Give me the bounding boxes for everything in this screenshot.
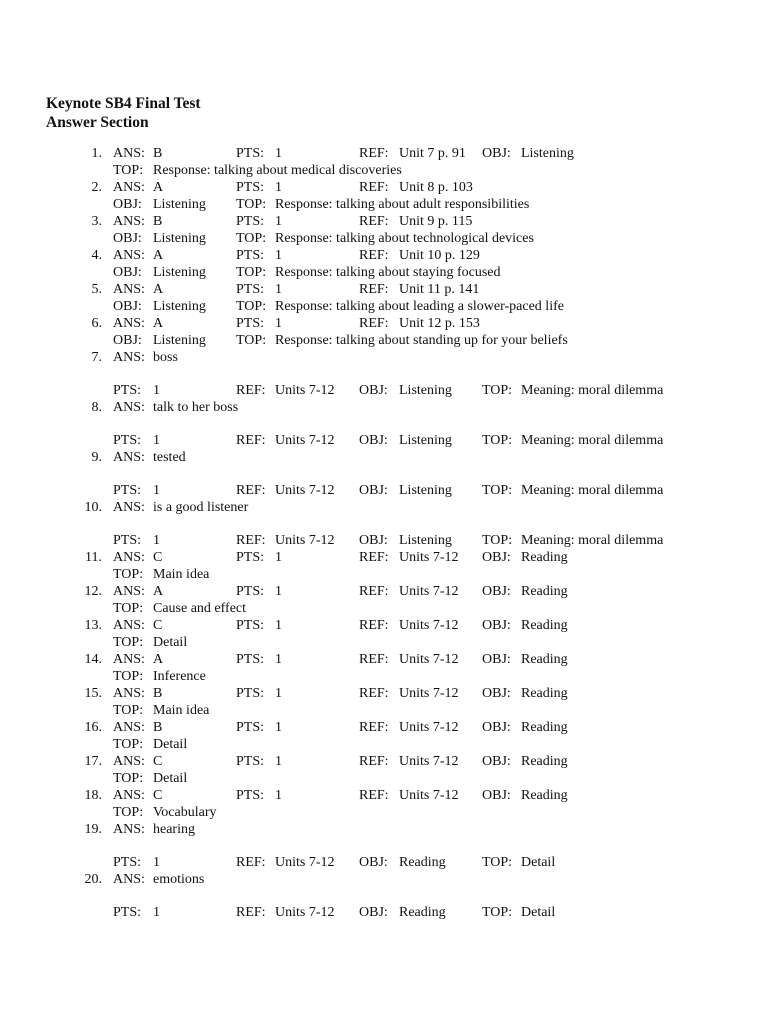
field-label: ANS: xyxy=(113,788,145,803)
answer-line xyxy=(0,315,768,332)
field-value: 1 xyxy=(153,483,160,498)
field-value: A xyxy=(153,316,164,331)
answer-line xyxy=(0,179,768,196)
answer-line xyxy=(0,854,768,871)
line-spacer xyxy=(0,366,768,382)
answer-item xyxy=(0,213,768,247)
field-value: 1 xyxy=(275,282,282,297)
item-number: 4. xyxy=(91,248,102,263)
field-label: OBJ: xyxy=(113,197,142,212)
answer-item xyxy=(0,449,768,499)
field-label: TOP: xyxy=(113,771,144,786)
item-number: 18. xyxy=(84,788,102,803)
field-value: Cause and effect xyxy=(153,601,247,616)
field-value: Reading xyxy=(521,618,568,633)
field-label: OBJ: xyxy=(482,618,511,633)
answer-line xyxy=(0,499,768,516)
answer-item xyxy=(0,349,768,399)
field-value: Units 7-12 xyxy=(275,433,335,448)
answer-line xyxy=(0,399,768,416)
answer-line xyxy=(0,871,768,888)
field-label: ANS: xyxy=(113,550,145,565)
field-label: PTS: xyxy=(236,788,265,803)
field-label: REF: xyxy=(359,214,389,229)
field-label: TOP: xyxy=(113,703,144,718)
field-label: PTS: xyxy=(236,180,265,195)
field-value: 1 xyxy=(275,550,282,565)
field-label: ANS: xyxy=(113,822,145,837)
field-value: Response: talking about staying focused xyxy=(275,265,501,280)
field-label: REF: xyxy=(236,533,266,548)
field-label: PTS: xyxy=(113,433,142,448)
field-value: Response: talking about technological devices xyxy=(275,231,534,246)
answer-line xyxy=(0,719,768,736)
answer-item xyxy=(0,179,768,213)
field-label: OBJ: xyxy=(482,652,511,667)
field-label: REF: xyxy=(359,788,389,803)
answer-item xyxy=(0,651,768,685)
field-label: ANS: xyxy=(113,720,145,735)
field-value: 1 xyxy=(275,214,282,229)
field-label: ANS: xyxy=(113,584,145,599)
field-value: Reading xyxy=(399,905,446,920)
field-label: REF: xyxy=(359,584,389,599)
field-label: REF: xyxy=(359,618,389,633)
field-label: ANS: xyxy=(113,214,145,229)
field-label: PTS: xyxy=(236,584,265,599)
item-number: 6. xyxy=(91,316,102,331)
answer-line xyxy=(0,583,768,600)
answer-item xyxy=(0,753,768,787)
field-value: Reading xyxy=(399,855,446,870)
field-value: Detail xyxy=(153,635,188,650)
item-number: 8. xyxy=(91,400,102,415)
field-value: 1 xyxy=(275,180,282,195)
field-value: Listening xyxy=(399,483,452,498)
document-title: Keynote SB4 Final Test xyxy=(46,95,201,112)
answer-item xyxy=(0,549,768,583)
field-label: OBJ: xyxy=(113,299,142,314)
field-value: Unit 9 p. 115 xyxy=(399,214,473,229)
field-label: ANS: xyxy=(113,652,145,667)
answer-line xyxy=(0,566,768,583)
field-value: 1 xyxy=(275,146,282,161)
item-number: 7. xyxy=(91,350,102,365)
field-label: PTS: xyxy=(236,316,265,331)
field-value: 1 xyxy=(275,686,282,701)
field-value: A xyxy=(153,248,164,263)
field-label: PTS: xyxy=(236,282,265,297)
answer-item xyxy=(0,617,768,651)
field-label: PTS: xyxy=(236,686,265,701)
answer-line xyxy=(0,247,768,264)
field-value: 1 xyxy=(275,652,282,667)
field-label: REF: xyxy=(359,652,389,667)
item-number: 5. xyxy=(91,282,102,297)
field-label: ANS: xyxy=(113,686,145,701)
field-value: 1 xyxy=(275,618,282,633)
field-value: B xyxy=(153,214,163,229)
field-label: PTS: xyxy=(236,146,265,161)
field-value: Units 7-12 xyxy=(399,720,459,735)
answer-item xyxy=(0,399,768,449)
field-value: Listening xyxy=(399,383,452,398)
answer-line xyxy=(0,532,768,549)
field-label: REF: xyxy=(359,754,389,769)
field-label: PTS: xyxy=(236,248,265,263)
field-value: A xyxy=(153,584,164,599)
field-value: boss xyxy=(153,350,178,365)
field-value: Units 7-12 xyxy=(275,483,335,498)
answer-line xyxy=(0,349,768,366)
answer-line xyxy=(0,145,768,162)
field-label: TOP: xyxy=(113,163,144,178)
answer-item xyxy=(0,821,768,871)
item-number: 9. xyxy=(91,450,102,465)
answer-line xyxy=(0,298,768,315)
field-label: OBJ: xyxy=(482,788,511,803)
field-value: Unit 11 p. 141 xyxy=(399,282,480,297)
field-label: TOP: xyxy=(482,383,513,398)
item-number: 11. xyxy=(85,550,102,565)
field-label: PTS: xyxy=(113,855,142,870)
field-value: C xyxy=(153,754,163,769)
field-label: ANS: xyxy=(113,180,145,195)
field-label: OBJ: xyxy=(359,533,388,548)
field-value: Units 7-12 xyxy=(275,855,335,870)
field-value: Meaning: moral dilemma xyxy=(521,433,664,448)
field-value: Response: talking about standing up for your beliefs xyxy=(275,333,568,348)
line-spacer xyxy=(0,888,768,904)
answer-line xyxy=(0,685,768,702)
answer-line xyxy=(0,162,768,179)
answer-line xyxy=(0,668,768,685)
field-label: ANS: xyxy=(113,350,145,365)
field-label: PTS: xyxy=(236,652,265,667)
field-label: TOP: xyxy=(236,333,267,348)
answer-line xyxy=(0,213,768,230)
answer-line xyxy=(0,332,768,349)
field-value: Response: talking about leading a slower-paced life xyxy=(275,299,564,314)
item-number: 13. xyxy=(84,618,102,633)
field-label: TOP: xyxy=(236,231,267,246)
answer-line xyxy=(0,264,768,281)
answer-line xyxy=(0,753,768,770)
field-value: Meaning: moral dilemma xyxy=(521,483,664,498)
field-label: OBJ: xyxy=(113,265,142,280)
field-label: OBJ: xyxy=(482,146,511,161)
field-label: PTS: xyxy=(236,550,265,565)
field-label: PTS: xyxy=(113,905,142,920)
field-label: TOP: xyxy=(482,483,513,498)
field-label: OBJ: xyxy=(359,383,388,398)
field-value: Listening xyxy=(399,433,452,448)
field-value: Listening xyxy=(153,231,206,246)
answer-line xyxy=(0,634,768,651)
field-value: 1 xyxy=(275,584,282,599)
answer-line xyxy=(0,736,768,753)
field-label: TOP: xyxy=(482,433,513,448)
item-number: 15. xyxy=(84,686,102,701)
field-label: TOP: xyxy=(482,855,513,870)
item-number: 17. xyxy=(84,754,102,769)
field-label: REF: xyxy=(236,855,266,870)
answer-line xyxy=(0,804,768,821)
field-value: 1 xyxy=(153,433,160,448)
field-value: 1 xyxy=(275,788,282,803)
field-value: talk to her boss xyxy=(153,400,239,415)
field-label: OBJ: xyxy=(113,231,142,246)
answer-line xyxy=(0,281,768,298)
answer-line xyxy=(0,904,768,921)
field-label: OBJ: xyxy=(359,855,388,870)
field-value: 1 xyxy=(275,316,282,331)
field-value: Reading xyxy=(521,788,568,803)
line-spacer xyxy=(0,516,768,532)
answer-line xyxy=(0,449,768,466)
field-value: is a good listener xyxy=(153,500,249,515)
field-label: ANS: xyxy=(113,754,145,769)
field-label: PTS: xyxy=(113,383,142,398)
document-header xyxy=(46,94,201,132)
answer-line xyxy=(0,230,768,247)
field-label: TOP: xyxy=(236,197,267,212)
field-label: ANS: xyxy=(113,282,145,297)
field-value: Main idea xyxy=(153,567,210,582)
field-value: Reading xyxy=(521,686,568,701)
answer-item xyxy=(0,315,768,349)
answer-list xyxy=(0,145,768,921)
field-value: Units 7-12 xyxy=(399,788,459,803)
field-value: B xyxy=(153,686,163,701)
field-value: Detail xyxy=(521,905,556,920)
answer-line xyxy=(0,196,768,213)
field-value: Listening xyxy=(153,197,206,212)
field-label: TOP: xyxy=(113,567,144,582)
field-label: ANS: xyxy=(113,316,145,331)
answer-line xyxy=(0,600,768,617)
field-value: hearing xyxy=(153,822,195,837)
item-number: 2. xyxy=(91,180,102,195)
field-label: REF: xyxy=(359,180,389,195)
item-number: 19. xyxy=(84,822,102,837)
field-value: 1 xyxy=(153,533,160,548)
field-value: Reading xyxy=(521,584,568,599)
field-label: OBJ: xyxy=(359,433,388,448)
field-value: Response: talking about medical discoveries xyxy=(153,163,402,178)
field-label: PTS: xyxy=(113,483,142,498)
answer-item xyxy=(0,499,768,549)
answer-line xyxy=(0,770,768,787)
field-value: Units 7-12 xyxy=(275,533,335,548)
field-label: REF: xyxy=(359,248,389,263)
field-label: REF: xyxy=(236,433,266,448)
answer-item xyxy=(0,787,768,821)
field-value: Listening xyxy=(399,533,452,548)
line-spacer xyxy=(0,466,768,482)
field-value: 1 xyxy=(275,720,282,735)
field-value: 1 xyxy=(275,754,282,769)
field-value: Detail xyxy=(153,737,188,752)
field-label: ANS: xyxy=(113,248,145,263)
field-value: 1 xyxy=(153,383,160,398)
field-label: TOP: xyxy=(482,533,513,548)
answer-line xyxy=(0,549,768,566)
answer-item xyxy=(0,685,768,719)
answer-line xyxy=(0,702,768,719)
field-value: Unit 7 p. 91 xyxy=(399,146,466,161)
field-value: Units 7-12 xyxy=(399,550,459,565)
field-value: Vocabulary xyxy=(153,805,217,820)
field-value: Units 7-12 xyxy=(399,754,459,769)
field-value: emotions xyxy=(153,872,205,887)
field-value: Units 7-12 xyxy=(399,652,459,667)
field-label: OBJ: xyxy=(482,754,511,769)
answer-line xyxy=(0,787,768,804)
item-number: 14. xyxy=(84,652,102,667)
field-value: Main idea xyxy=(153,703,210,718)
field-label: REF: xyxy=(359,282,389,297)
field-label: ANS: xyxy=(113,500,145,515)
field-value: Reading xyxy=(521,754,568,769)
item-number: 1. xyxy=(91,146,102,161)
answer-line xyxy=(0,482,768,499)
field-value: Unit 8 p. 103 xyxy=(399,180,473,195)
field-label: REF: xyxy=(236,383,266,398)
line-spacer xyxy=(0,838,768,854)
field-label: TOP: xyxy=(236,265,267,280)
field-label: PTS: xyxy=(236,214,265,229)
field-value: Detail xyxy=(521,855,556,870)
field-label: OBJ: xyxy=(482,550,511,565)
field-value: Units 7-12 xyxy=(399,584,459,599)
item-number: 16. xyxy=(84,720,102,735)
item-number: 10. xyxy=(84,500,102,515)
field-label: PTS: xyxy=(236,618,265,633)
field-label: TOP: xyxy=(482,905,513,920)
field-label: OBJ: xyxy=(359,905,388,920)
answer-line xyxy=(0,617,768,634)
field-value: Unit 12 p. 153 xyxy=(399,316,480,331)
field-value: Listening xyxy=(153,265,206,280)
field-value: Listening xyxy=(153,299,206,314)
field-label: REF: xyxy=(359,316,389,331)
field-label: REF: xyxy=(359,686,389,701)
field-value: Listening xyxy=(153,333,206,348)
answer-line xyxy=(0,382,768,399)
field-label: REF: xyxy=(359,550,389,565)
answer-item xyxy=(0,145,768,179)
field-value: Reading xyxy=(521,550,568,565)
answer-item xyxy=(0,719,768,753)
field-value: Unit 10 p. 129 xyxy=(399,248,480,263)
field-value: Units 7-12 xyxy=(399,618,459,633)
field-value: 1 xyxy=(153,905,160,920)
field-value: C xyxy=(153,618,163,633)
field-value: A xyxy=(153,652,164,667)
field-label: OBJ: xyxy=(482,720,511,735)
field-value: B xyxy=(153,720,163,735)
answer-line xyxy=(0,651,768,668)
field-label: PTS: xyxy=(236,754,265,769)
field-label: TOP: xyxy=(113,635,144,650)
field-value: Listening xyxy=(521,146,574,161)
field-value: Inference xyxy=(153,669,206,684)
field-label: ANS: xyxy=(113,872,145,887)
field-value: Units 7-12 xyxy=(275,383,335,398)
field-label: TOP: xyxy=(113,805,144,820)
item-number: 12. xyxy=(84,584,102,599)
field-value: Reading xyxy=(521,652,568,667)
field-label: REF: xyxy=(236,483,266,498)
field-label: PTS: xyxy=(236,720,265,735)
field-label: ANS: xyxy=(113,618,145,633)
field-value: Response: talking about adult responsibilities xyxy=(275,197,530,212)
field-label: REF: xyxy=(359,720,389,735)
answer-item xyxy=(0,871,768,921)
field-value: 1 xyxy=(153,855,160,870)
field-label: TOP: xyxy=(113,669,144,684)
field-value: Units 7-12 xyxy=(275,905,335,920)
field-label: ANS: xyxy=(113,450,145,465)
field-value: Meaning: moral dilemma xyxy=(521,383,664,398)
field-value: Reading xyxy=(521,720,568,735)
field-value: Detail xyxy=(153,771,188,786)
field-label: ANS: xyxy=(113,146,145,161)
field-value: Meaning: moral dilemma xyxy=(521,533,664,548)
field-value: Units 7-12 xyxy=(399,686,459,701)
field-value: tested xyxy=(153,450,186,465)
answer-item xyxy=(0,247,768,281)
field-label: OBJ: xyxy=(482,584,511,599)
field-label: OBJ: xyxy=(359,483,388,498)
answer-item xyxy=(0,281,768,315)
field-value: A xyxy=(153,180,164,195)
answer-item xyxy=(0,583,768,617)
field-value: 1 xyxy=(275,248,282,263)
item-number: 20. xyxy=(84,872,102,887)
field-label: TOP: xyxy=(236,299,267,314)
field-label: PTS: xyxy=(113,533,142,548)
field-value: A xyxy=(153,282,164,297)
field-label: OBJ: xyxy=(482,686,511,701)
field-label: REF: xyxy=(359,146,389,161)
field-value: B xyxy=(153,146,163,161)
field-label: TOP: xyxy=(113,601,144,616)
field-label: TOP: xyxy=(113,737,144,752)
field-value: C xyxy=(153,788,163,803)
field-label: REF: xyxy=(236,905,266,920)
field-value: C xyxy=(153,550,163,565)
field-label: ANS: xyxy=(113,400,145,415)
answer-line xyxy=(0,821,768,838)
answer-line xyxy=(0,432,768,449)
line-spacer xyxy=(0,416,768,432)
item-number: 3. xyxy=(91,214,102,229)
field-label: OBJ: xyxy=(113,333,142,348)
section-title: Answer Section xyxy=(46,114,149,131)
